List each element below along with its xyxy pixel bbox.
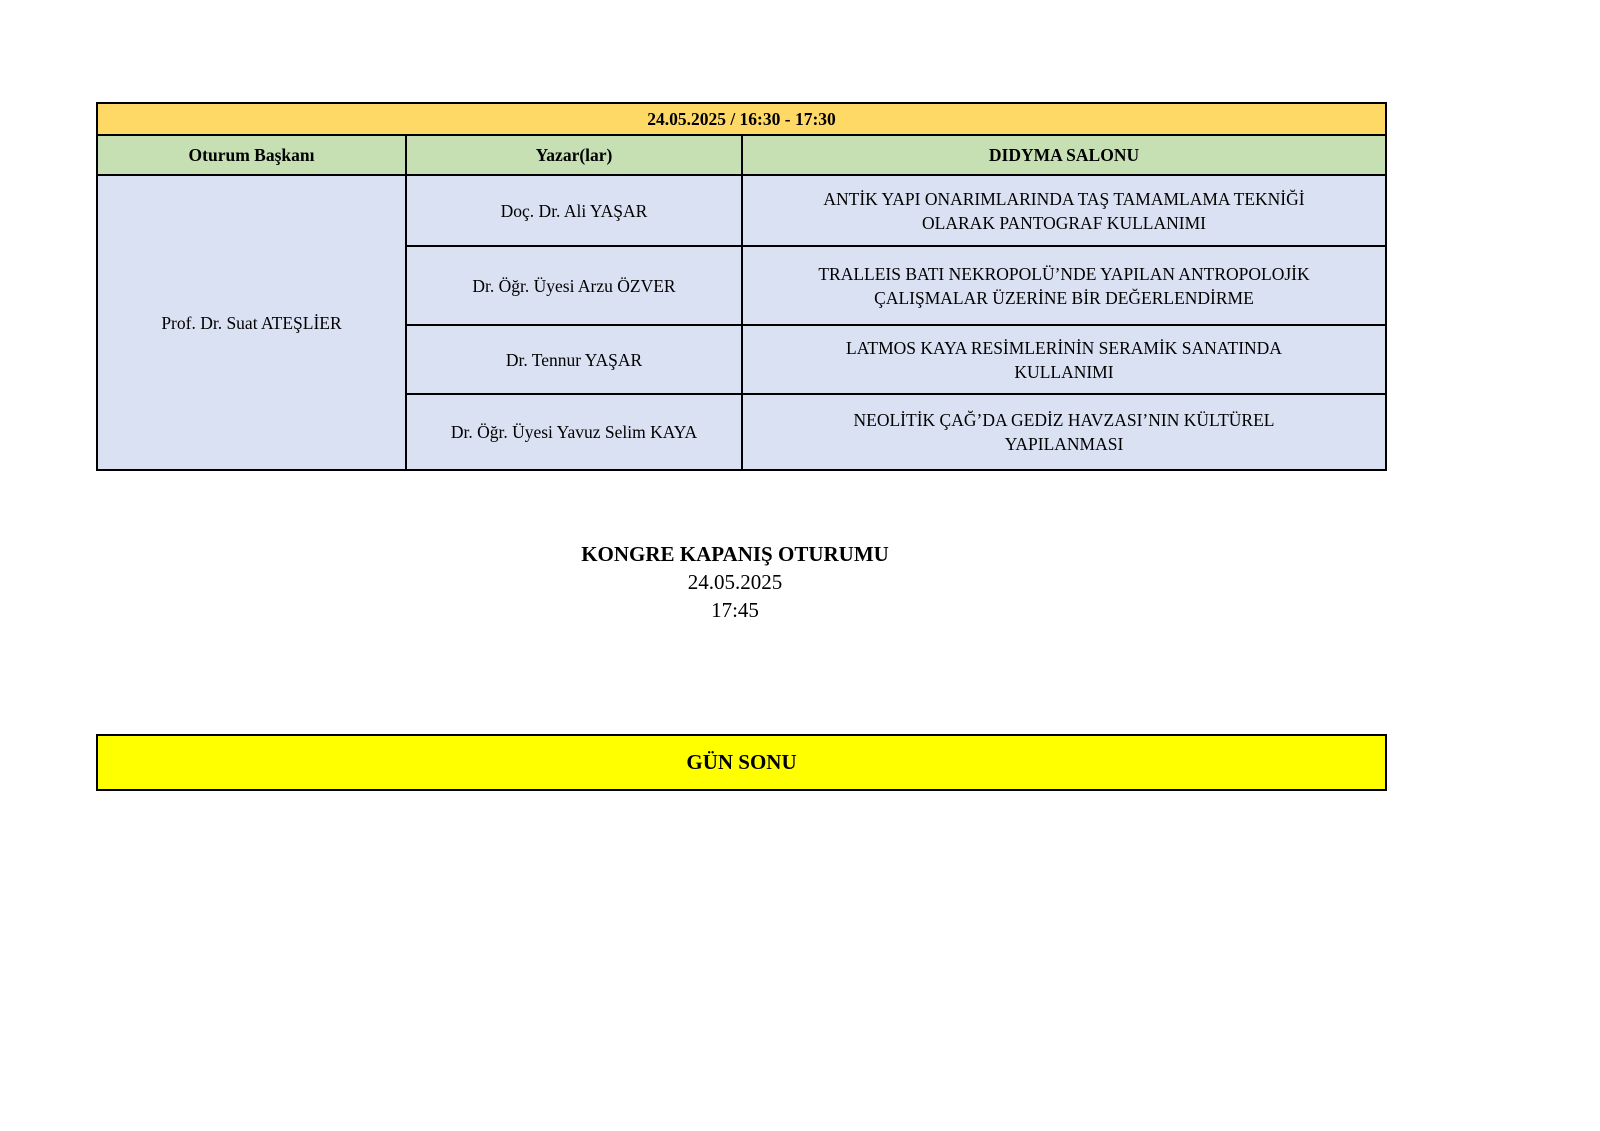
closing-session-time: 17:45 xyxy=(711,598,759,622)
day-end-label: GÜN SONU xyxy=(686,750,797,774)
closing-session-date: 24.05.2025 xyxy=(687,570,783,594)
session-chair-name: Prof. Dr. Suat ATEŞLİER xyxy=(97,175,406,470)
paper-title xyxy=(742,175,1386,246)
session-table xyxy=(96,102,1387,471)
header-chair: Oturum Başkanı xyxy=(97,135,406,175)
column-header-row xyxy=(97,135,1386,175)
paper-title xyxy=(742,325,1386,394)
paper-title-line: ANTİK YAPI ONARIMLARINDA TAŞ TAMAMLAMA TEKNİĞİ xyxy=(823,188,1305,209)
paper-author: Doç. Dr. Ali YAŞAR xyxy=(406,175,742,246)
paper-title xyxy=(742,394,1386,470)
header-authors: Yazar(lar) xyxy=(406,135,742,175)
paper-title xyxy=(742,246,1386,325)
paper-title-line: TRALLEIS BATI NEKROPOLÜ’NDE YAPILAN ANTROPOLOJİK xyxy=(818,263,1310,284)
paper-author: Dr. Öğr. Üyesi Yavuz Selim KAYA xyxy=(406,394,742,470)
session-datetime: 24.05.2025 / 16:30 - 17:30 xyxy=(97,103,1386,135)
paper-author: Dr. Öğr. Üyesi Arzu ÖZVER xyxy=(406,246,742,325)
closing-session-block xyxy=(0,540,1470,624)
paper-title-line: KULLANIMI xyxy=(1014,361,1114,382)
paper-title-line: OLARAK PANTOGRAF KULLANIMI xyxy=(922,212,1206,233)
table-row xyxy=(97,175,1386,246)
day-end-banner xyxy=(96,734,1387,791)
closing-session-title: KONGRE KAPANIŞ OTURUMU xyxy=(581,542,889,566)
paper-title-line: ÇALIŞMALAR ÜZERİNE BİR DEĞERLENDİRME xyxy=(874,287,1254,308)
paper-title-line: LATMOS KAYA RESİMLERİNİN SERAMİK SANATINDA xyxy=(846,337,1282,358)
paper-title-line: NEOLİTİK ÇAĞ’DA GEDİZ HAVZASI’NIN KÜLTÜREL xyxy=(853,410,1275,430)
header-hall: DIDYMA SALONU xyxy=(742,135,1386,175)
paper-title-line: YAPILANMASI xyxy=(1004,434,1124,454)
session-time-row xyxy=(97,103,1386,135)
paper-author: Dr. Tennur YAŞAR xyxy=(406,325,742,394)
